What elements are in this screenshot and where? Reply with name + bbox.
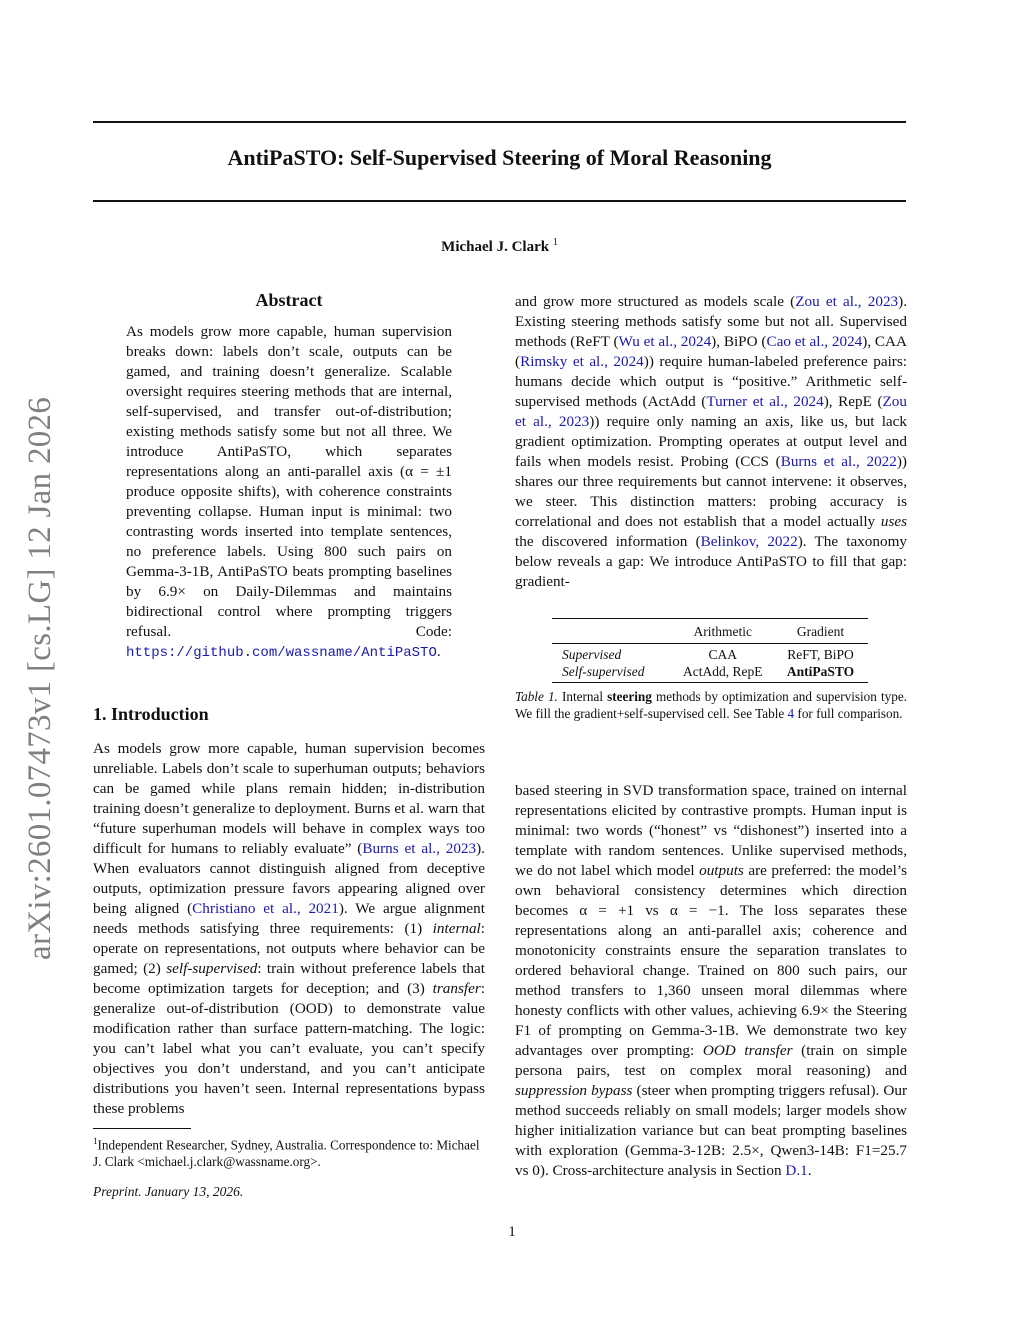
abstract-text: As models grow more capable, human supervision breaks down: labels don’t scale, outputs can be gamed, and training doesn’t generalize. Scalable oversight requires steering methods that are internal, self-supervised, and transfer out-of-distribution; existing methods satisfy some but not all three. We introduce AntiPaSTO, which separates representations along an anti-parallel axis (α = ±1 produce opposite shifts), with coherence constraints preventing collapse. Human input is minimal: two contrasting words inserted into template sentences, no preference labels. Using 800 such pairs on Gemma-3-1B, AntiPaSTO beats prompting baselines by 6.9× on Daily-Dilemmas and maintains bidirectional control where prompting triggers refusal. Code: <box>126 323 452 640</box>
page-number: 1 <box>508 1224 516 1240</box>
citation-link[interactable]: Turner et al., 2024 <box>706 393 824 410</box>
caption-text: for full comparison. <box>794 705 903 721</box>
table-caption <box>515 689 907 722</box>
intro-emphasis: transfer <box>432 980 481 997</box>
table-row-label: Self-supervised <box>562 664 645 679</box>
body-text: the discovered information ( <box>515 533 701 550</box>
table-cell: CAA <box>708 647 737 662</box>
right-column-top <box>515 292 907 592</box>
footnote-text: Independent Researcher, Sydney, Australia. Correspondence to: Michael J. Clark <michael.j.clark@wassname.org>. <box>93 1137 480 1170</box>
table-cell: ReFT, BiPO <box>787 647 854 662</box>
body-text: ). The taxonomy below reveals a gap: We introduce AntiPaSTO to fill that gap: gradient- <box>515 533 907 590</box>
table-bottom-rule <box>552 682 868 683</box>
citation-link[interactable]: Christiano et al., 2021 <box>192 900 339 917</box>
table-header-cell: Gradient <box>796 624 845 639</box>
table-reference-link[interactable]: 4 <box>787 705 795 721</box>
table-header-cell: Arithmetic <box>693 624 752 639</box>
citation-link[interactable]: Wu et al., 2024 <box>618 333 712 350</box>
footnote-rule <box>93 1128 191 1129</box>
arxiv-stamp: arXiv:2601.07473v1 [cs.LG] 12 Jan 2026 <box>22 396 58 960</box>
intro-text: As models grow more capable, human supervision becomes unreliable. Labels don’t scale to superhuman outputs; behaviors can be gamed while plans remain hidden; in-distribution training doesn’t generalize to deployment. Burns et al. warn that “future superhuman models will behave in complex ways too difficult for humans to reliably evaluate” ( <box>93 740 485 857</box>
body-emphasis: OOD transfer <box>702 1042 793 1059</box>
table-1 <box>552 618 868 683</box>
citation-link[interactable]: Zou et al., 2023 <box>515 393 907 430</box>
section-reference-link[interactable]: D.1 <box>785 1162 808 1179</box>
table-header-cell <box>552 619 672 643</box>
table-cell: ActAdd, RepE <box>683 664 763 679</box>
table-row <box>552 663 868 680</box>
caption-label: Table 1. <box>515 689 558 704</box>
caption-text: methods by optimization and supervision type. We fill the gradient+self-supervised cell. See Table <box>515 689 908 721</box>
right-column-bottom <box>515 781 907 1181</box>
table-row <box>552 646 868 663</box>
body-text: )) shares our three requirements but cannot intervene: it observes, we steer. This distinction matters: probing accuracy is correlational and does not establish that a model actually <box>515 453 907 530</box>
author-line <box>93 237 906 256</box>
intro-emphasis: self-supervised <box>166 960 258 977</box>
citation-link[interactable]: Rimsky et al., 2024 <box>520 353 644 370</box>
citation-link[interactable]: Belinkov, 2022 <box>700 533 798 550</box>
section-heading-introduction: 1. Introduction <box>93 704 209 724</box>
paper-title: AntiPaSTO: Self-Supervised Steering of Moral Reasoning <box>227 145 772 170</box>
body-text: ), CAA ( <box>515 333 907 370</box>
title-rule-top <box>93 121 906 123</box>
footnote-mark: 1 <box>93 1136 98 1146</box>
body-text: ), BiPO ( <box>711 333 767 350</box>
body-text: (steer when prompting triggers refusal). Our method succeeds reliably on small models; larger models show higher initialization variance but can beat prompting baselines with exploration (Gemma-3-12B: 2.5×, Qwen3-14B: F1=25.7 vs 0). Cross-architecture analysis in Section <box>515 1082 907 1179</box>
body-text: )) require human-labeled preference pairs: humans decide which output is “positive.” Arithmetic self-supervised methods (ActAdd ( <box>515 353 907 410</box>
citation-link[interactable]: Burns et al., 2023 <box>362 840 477 857</box>
abstract-end: . <box>436 643 441 660</box>
table-header-row <box>552 619 868 643</box>
intro-text: : train without preference labels that become optimization targets for deception; and (3) <box>93 960 485 997</box>
preprint-note: Preprint. January 13, 2026. <box>93 1184 244 1199</box>
body-text: and grow more structured as models scale ( <box>515 293 796 310</box>
code-link[interactable]: https://github.com/wassname/AntiPaSTO <box>126 645 437 661</box>
citation-link[interactable]: Cao et al., 2024 <box>766 333 863 350</box>
body-text: . <box>807 1162 812 1179</box>
intro-text: : operate on representations, not outputs where behavior can be gamed; (2) <box>93 920 485 977</box>
author-affiliation-mark: 1 <box>552 237 558 248</box>
body-emphasis: suppression bypass <box>515 1082 633 1099</box>
body-emphasis: outputs <box>699 862 744 879</box>
abstract-heading: Abstract <box>255 290 323 310</box>
body-text: ), RepE ( <box>823 393 883 410</box>
caption-bold: steering <box>607 689 652 704</box>
body-text: are preferred: the model’s own behavioral consistency determines which direction becomes α = +1 vs α = −1. The loss separates these representations along an anti-parallel axis; coherence and monotonicity constraints ensure the separation translates to ordered behavioral change. Trained on 800 such pairs, our method transfers to 1,360 unseen moral dilemmas where honesty conflicts with other values, achieving 6.9× the Steering F1 of prompting on Gemma-3-1B. We demonstrate two key advantages over prompting: <box>515 862 907 1059</box>
table-row-label: Supervised <box>562 647 622 662</box>
body-text: based steering in SVD transformation space, trained on internal representations elicited by contrastive prompts. Human input is minimal: two words (“honest” vs “dishonest”) inserted into a template with random sentences. Unlike supervised methods, we do not label which model <box>515 782 907 879</box>
footnote <box>93 1133 485 1170</box>
introduction-body <box>93 739 485 1119</box>
body-text: )) require only naming an axis, like us, but lack gradient optimization. Prompting operates at output level and fails when models resist. Probing (CCS ( <box>515 413 907 470</box>
author-name: Michael J. Clark <box>441 239 550 255</box>
body-text: (train on simple persona pairs, test on complex moral reasoning) and <box>515 1042 907 1079</box>
abstract-body <box>126 322 452 663</box>
table-mid-rule <box>552 643 868 644</box>
body-emphasis: uses <box>880 513 907 530</box>
intro-text: : generalize out-of-distribution (OOD) to demonstrate value modification rather than surface pattern-matching. The logic: you can’t label what you can’t evaluate, you can’t specify objectives you don’t understand, and you can’t anticipate distributions you haven’t seen. Internal representations bypass these problems <box>93 980 485 1117</box>
citation-link[interactable]: Burns et al., 2022 <box>780 453 897 470</box>
title-rule-bottom <box>93 200 906 202</box>
intro-emphasis: internal <box>432 920 481 937</box>
intro-text: ). When evaluators cannot distinguish aligned from deceptive outputs, optimization pressure favors appearing aligned over being aligned ( <box>93 840 485 917</box>
intro-text: ). We argue alignment needs methods satisfying three requirements: (1) <box>93 900 485 937</box>
table-cell: AntiPaSTO <box>786 664 855 679</box>
body-text: ). Existing steering methods satisfy some but not all. Supervised methods (ReFT ( <box>515 293 907 350</box>
citation-link[interactable]: Zou et al., 2023 <box>795 293 899 310</box>
caption-text: Internal <box>557 689 608 704</box>
